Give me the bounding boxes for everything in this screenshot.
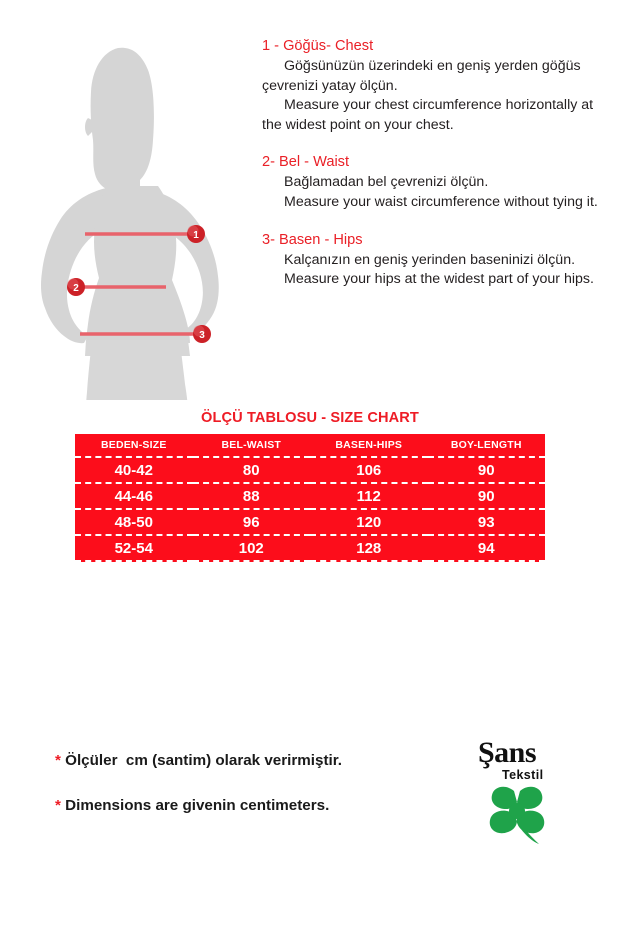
- cell-size: 40-42: [75, 457, 193, 483]
- column-header-size: BEDEN-SIZE: [75, 434, 193, 457]
- instruction-heading-hips: 3- Basen - Hips: [262, 231, 363, 248]
- marker-badge-3: [193, 325, 211, 343]
- instruction-text-waist-tr: Bağlamadan bel çevrenizi ölçün.: [284, 174, 489, 191]
- cell-length: 90: [428, 483, 546, 509]
- footnote-tr: [55, 752, 455, 769]
- instruction-heading-chest: 1 - Göğüs- Chest: [262, 38, 374, 54]
- cell-length: 93: [428, 509, 546, 535]
- instruction-text-waist-en: Measure your waist circumference without tying it.: [284, 193, 598, 210]
- cell-waist: 80: [193, 457, 311, 483]
- cell-length: 90: [428, 457, 546, 483]
- instruction-heading-waist: 2- Bel - Waist: [262, 154, 350, 171]
- instruction-block-chest: [262, 36, 614, 135]
- cell-waist: 88: [193, 483, 311, 509]
- column-header-hips: BASEN-HIPS: [310, 434, 428, 457]
- marker-badge-1: [187, 225, 205, 243]
- instruction-block-hips: [262, 230, 614, 290]
- instruction-text-hips-tr: Kalçanızın en geniş yerinden baseninizi ölçün.: [284, 251, 576, 268]
- cell-hips: 120: [310, 509, 428, 535]
- cell-hips: 106: [310, 457, 428, 483]
- instruction-text-hips-en: Measure your hips at the widest part of your hips.: [284, 271, 594, 288]
- cell-length: 94: [428, 535, 546, 561]
- marker-badge-2: [67, 278, 85, 296]
- column-header-length: BOY-LENGTH: [428, 434, 546, 457]
- footnote-en-text: Dimensions are givenin centimeters.: [60, 797, 330, 814]
- footnote-en: [55, 797, 455, 814]
- cell-size: 48-50: [75, 509, 193, 535]
- brand-name: Şans: [478, 736, 537, 769]
- brand-subtitle: Tekstil: [502, 768, 544, 782]
- table-row: [75, 535, 545, 561]
- footnotes: [55, 752, 455, 842]
- table-row: [75, 483, 545, 509]
- four-leaf-clover-icon: [484, 784, 552, 846]
- table-row: [75, 457, 545, 483]
- cell-hips: 128: [310, 535, 428, 561]
- instruction-text-chest-tr: Göğsünüzün üzerindeki en geniş yerden göğüs çevrenizi yatay ölçün.: [262, 58, 581, 94]
- brand-logo: [478, 738, 588, 850]
- size-chart-table: [75, 434, 545, 562]
- footnote-tr-text: Ölçüler cm (santim) olarak verirmiştir.: [60, 752, 343, 769]
- cell-size: 52-54: [75, 535, 193, 561]
- cell-hips: 112: [310, 483, 428, 509]
- cell-waist: 102: [193, 535, 311, 561]
- cell-waist: 96: [193, 509, 311, 535]
- silhouette-body: [41, 48, 219, 400]
- table-header-row: [75, 434, 545, 457]
- body-measurement-diagram: [22, 40, 252, 400]
- instruction-block-waist: [262, 152, 614, 212]
- instruction-text-chest-en: Measure your chest circumference horizontally at the widest point on your chest.: [262, 97, 594, 133]
- size-chart-title: ÖLÇÜ TABLOSU - SIZE CHART: [201, 410, 419, 426]
- table-row: [75, 509, 545, 535]
- marker-badge-3-label: 3: [199, 330, 205, 341]
- silhouette-svg: [22, 40, 252, 400]
- cell-size: 44-46: [75, 483, 193, 509]
- measurement-instructions: [262, 36, 614, 307]
- column-header-waist: BEL-WAIST: [193, 434, 311, 457]
- marker-badge-1-label: 1: [193, 230, 199, 241]
- marker-badge-2-label: 2: [73, 283, 79, 294]
- asterisk-icon: *: [55, 752, 61, 769]
- asterisk-icon: *: [55, 797, 61, 814]
